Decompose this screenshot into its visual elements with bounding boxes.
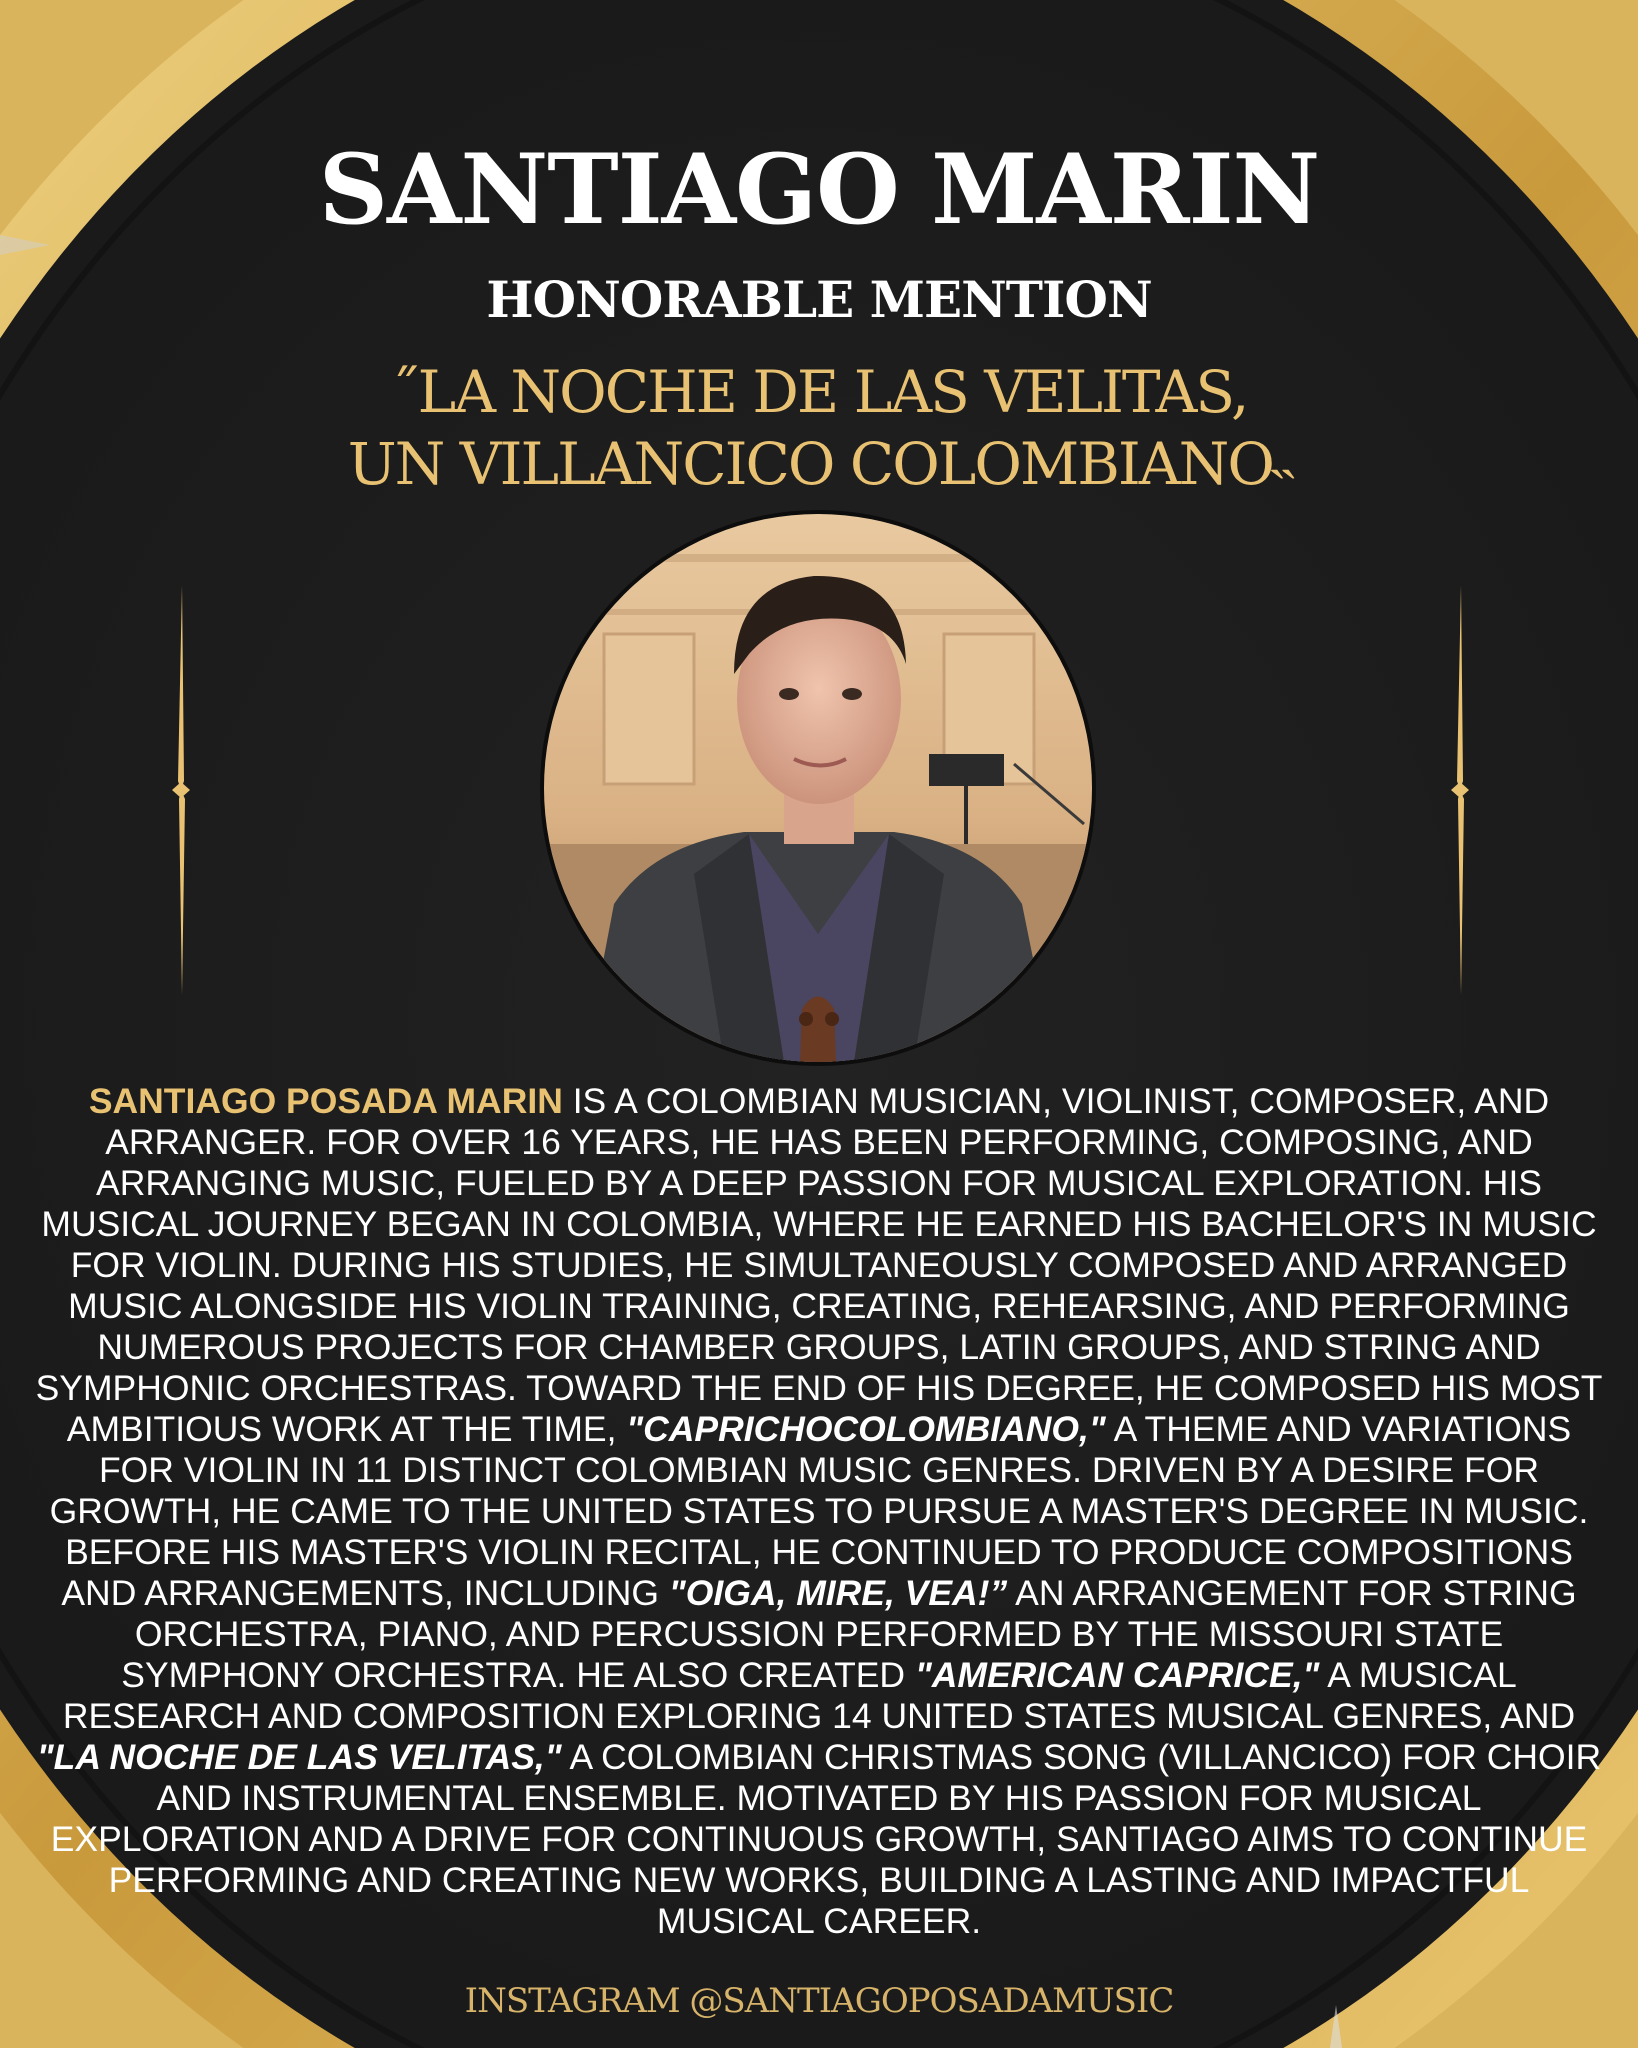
- biography-text: [32, 1081, 1606, 1942]
- work-title: [0, 356, 1638, 500]
- bio-part-2: A THEME AND VARIATIONS FOR VIOLIN IN 11 DISTINCT COLOMBIAN MUSIC GENRES. DRIVEN BY A DESIRE FOR GROWTH, HE CAME TO THE UNITED STATES TO PURSUE A MASTER'S DEGREE IN MUSIC. BEFORE HIS MASTER'S VIOLIN RECITAL, HE CONTINUED TO PRODUCE COMPOSITIONS AND ARRANGEMENTS, INCLUDING: [49, 1409, 1589, 1613]
- instagram-handle: INSTAGRAM @SANTIAGOPOSADAMUSIC: [464, 1981, 1174, 2021]
- portrait-illustration: [544, 514, 1092, 1062]
- work-title-line-2: UN VILLANCICO COLOMBIANO˵: [347, 430, 1291, 498]
- bio-work-american-caprice: "AMERICAN CAPRICE,": [914, 1655, 1320, 1695]
- bio-work-oiga-mire-vea: "OIGA, MIRE, VEA!”: [668, 1573, 1008, 1613]
- bio-part-4: A MUSICAL RESEARCH AND COMPOSITION EXPLORING 14 UNITED STATES MUSICAL GENRES, AND: [62, 1655, 1576, 1736]
- ornament-divider-right: [1445, 585, 1475, 995]
- bio-work-la-noche: "LA NOCHE DE LAS VELITAS,": [36, 1737, 562, 1777]
- bio-part-5: A COLOMBIAN CHRISTMAS SONG (VILLANCICO) FOR CHOIR AND INSTRUMENTAL ENSEMBLE. MOTIVATED BY HIS PASSION FOR MUSICAL EXPLORATION AND A DRIVE FOR CONTINUOUS GROWTH, SANTIAGO AIMS TO CONTINUE PERFORMING AND CREATING NEW WORKS, BUILDING A LASTING AND IMPACTFUL MUSICAL CAREER.: [50, 1737, 1602, 1941]
- portrait-photo: [540, 510, 1096, 1066]
- bio-name: SANTIAGO POSADA MARIN: [88, 1081, 563, 1121]
- bio-part-3: AN ARRANGEMENT FOR STRING ORCHESTRA, PIANO, AND PERCUSSION PERFORMED BY THE MISSOURI STATE SYMPHONY ORCHESTRA. HE ALSO CREATED: [121, 1573, 1577, 1695]
- ornament-divider-left: [166, 585, 196, 995]
- award-subtitle: HONORABLE MENTION: [486, 270, 1152, 329]
- bio-part-1: IS A COLOMBIAN MUSICIAN, VIOLINIST, COMPOSER, AND ARRANGER. FOR OVER 16 YEARS, HE HAS BEEN PERFORMING, COMPOSING, AND ARRANGING MUSIC, FUELED BY A DEEP PASSION FOR MUSICAL EXPLORATION. HIS MUSICAL JOURNEY BEGAN IN COLOMBIA, WHERE HE EARNED HIS BACHELOR'S IN MUSIC FOR VIOLIN. DURING HIS STUDIES, HE SIMULTANEOUSLY COMPOSED AND ARRANGED MUSIC ALONGSIDE HIS VIOLIN TRAINING, CREATING, REHEARSING, AND PERFORMING NUMEROUS PROJECTS FOR CHAMBER GROUPS, LATIN GROUPS, AND STRING AND SYMPHONIC ORCHESTRAS. TOWARD THE END OF HIS DEGREE, HE COMPOSED HIS MOST AMBITIOUS WORK AT THE TIME,: [35, 1081, 1603, 1449]
- page-title: SANTIAGO MARIN: [318, 133, 1320, 246]
- bio-work-caprichocolombiano: "CAPRICHOCOLOMBIANO,": [626, 1409, 1106, 1449]
- work-title-line-1: ˝LA NOCHE DE LAS VELITAS,: [390, 358, 1248, 426]
